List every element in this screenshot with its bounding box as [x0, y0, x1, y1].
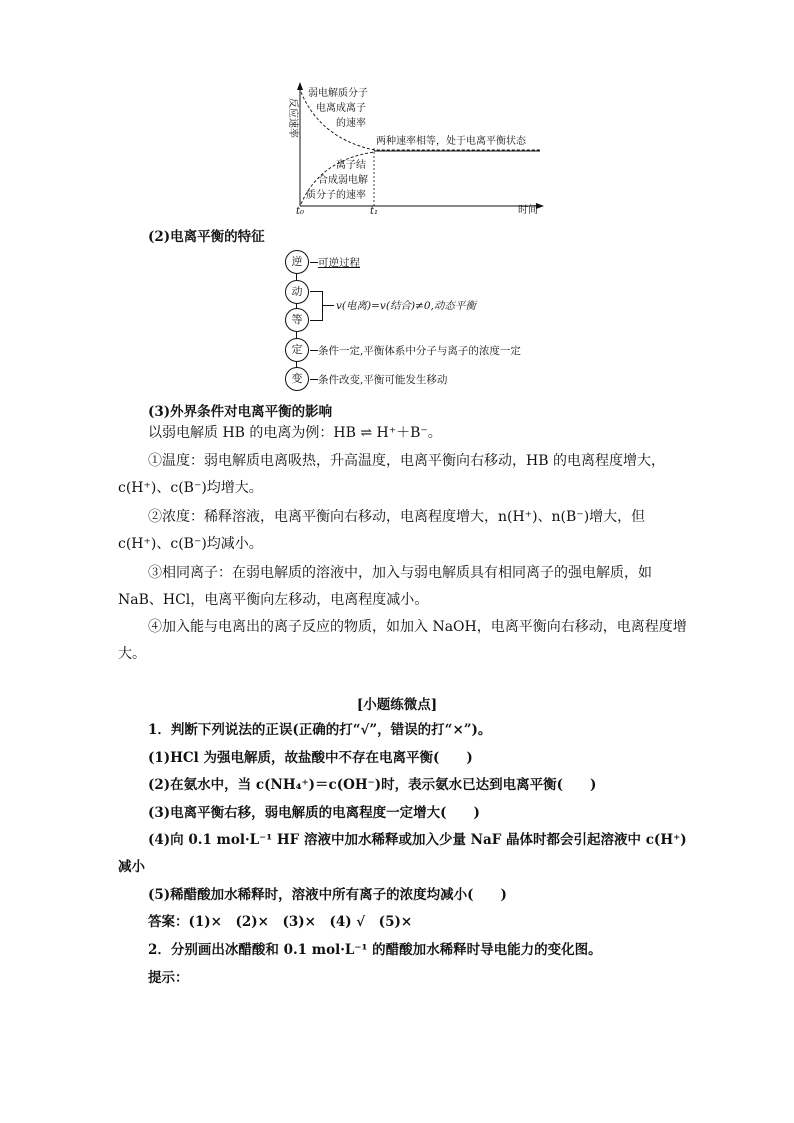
quiz-heading: [小题练微点] — [356, 697, 438, 713]
series-1-label-line-2: 电离成离子 — [316, 103, 366, 114]
series-2-label-line-3: 质分子的速率 — [306, 190, 366, 201]
node-bian: 变 — [285, 367, 309, 391]
node-deng: 等 — [285, 308, 309, 332]
series-2-label-line-2: 合成弱电解 — [318, 175, 368, 186]
section-3-item-3: ③相同离子：在弱电解质的溶液中，加入与弱电解质具有相同离子的强电解质，如 NaB、HCl，电离平衡向左移动，电离程度减小。 — [118, 565, 652, 608]
x-axis-label: 时间 — [518, 205, 538, 216]
x-tick-t0: t₀ — [296, 206, 305, 217]
section-2-title: (2)电离平衡的特征 — [148, 229, 265, 245]
quiz-q1: 1．判断下列说法的正误(正确的打“√”，错误的打“×”)。 — [148, 722, 492, 738]
series-2-label-line-1: 离子结 — [336, 160, 366, 171]
quiz-q1-item-1: (1)HCl 为强电解质，故盐酸中不存在电离平衡( ) — [148, 750, 473, 766]
x-tick-t1: t₁ — [370, 206, 379, 217]
desc-bian: 条件改变,平衡可能发生移动 — [318, 374, 448, 386]
quiz-hint: 提示： — [148, 970, 189, 986]
section-3-item-2: ②浓度：稀释溶液，电离平衡向右移动，电离程度增大，n(H⁺)、n(B⁻)增大，但 c(H⁺)、c(B⁻)均减小。 — [118, 509, 646, 552]
equilibrium-annotation: 两种速率相等，处于电离平衡状态 — [376, 136, 526, 147]
quiz-q2: 2．分别画出冰醋酸和 0.1 mol·L⁻¹ 的醋酸加水稀释时导电能力的变化图。 — [148, 942, 602, 958]
section-3-title: (3)外界条件对电离平衡的影响 — [148, 404, 333, 420]
section-3-item-4: ④加入能与电离出的离子反应的物质，如加入 NaOH，电离平衡向右移动，电离程度增大。 — [118, 619, 687, 662]
node-dong: 动 — [285, 280, 309, 304]
quiz-q1-item-5: (5)稀醋酸加水稀释时，溶液中所有离子的浓度均减小( ) — [148, 887, 507, 903]
y-axis-label: 反应速率 — [287, 98, 298, 138]
desc-dong-deng: v(电离)=v(结合)≠0,动态平衡 — [336, 300, 476, 312]
quiz-answer: 答案：(1)× (2)× (3)× (4) √ (5)× — [148, 914, 413, 930]
desc-ni: 可逆过程 — [318, 257, 360, 269]
series-1-label-line-3: 的速率 — [336, 118, 366, 129]
quiz-q1-item-2: (2)在氨水中，当 c(NH₄⁺)＝c(OH⁻)时，表示氨水已达到电离平衡( ) — [148, 777, 597, 793]
node-ding: 定 — [285, 338, 309, 362]
rate-time-chart — [270, 78, 560, 218]
y-axis-arrow — [297, 82, 303, 90]
quiz-q1-item-4: (4)向 0.1 mol·L⁻¹ HF 溶液中加水稀释或加入少量 NaF 晶体时都会引起溶液中 c(H⁺)减小 — [118, 832, 687, 875]
section-3-intro: 以弱电解质 HB 的电离为例：HB ⇌ H⁺＋B⁻。 — [148, 425, 442, 441]
series-1-label-line-1: 弱电解质分子 — [308, 88, 368, 99]
node-ni: 逆 — [285, 250, 309, 274]
desc-ding: 条件一定,平衡体系中分子与离子的浓度一定 — [318, 345, 521, 357]
bracket — [310, 291, 323, 321]
features-diagram — [280, 250, 580, 390]
quiz-q1-item-3: (3)电离平衡右移，弱电解质的电离程度一定增大( ) — [148, 805, 480, 821]
section-3-item-1: ①温度：弱电解质电离吸热，升高温度，电离平衡向右移动，HB 的电离程度增大，c(H⁺)、c(B⁻)均增大。 — [118, 453, 665, 496]
